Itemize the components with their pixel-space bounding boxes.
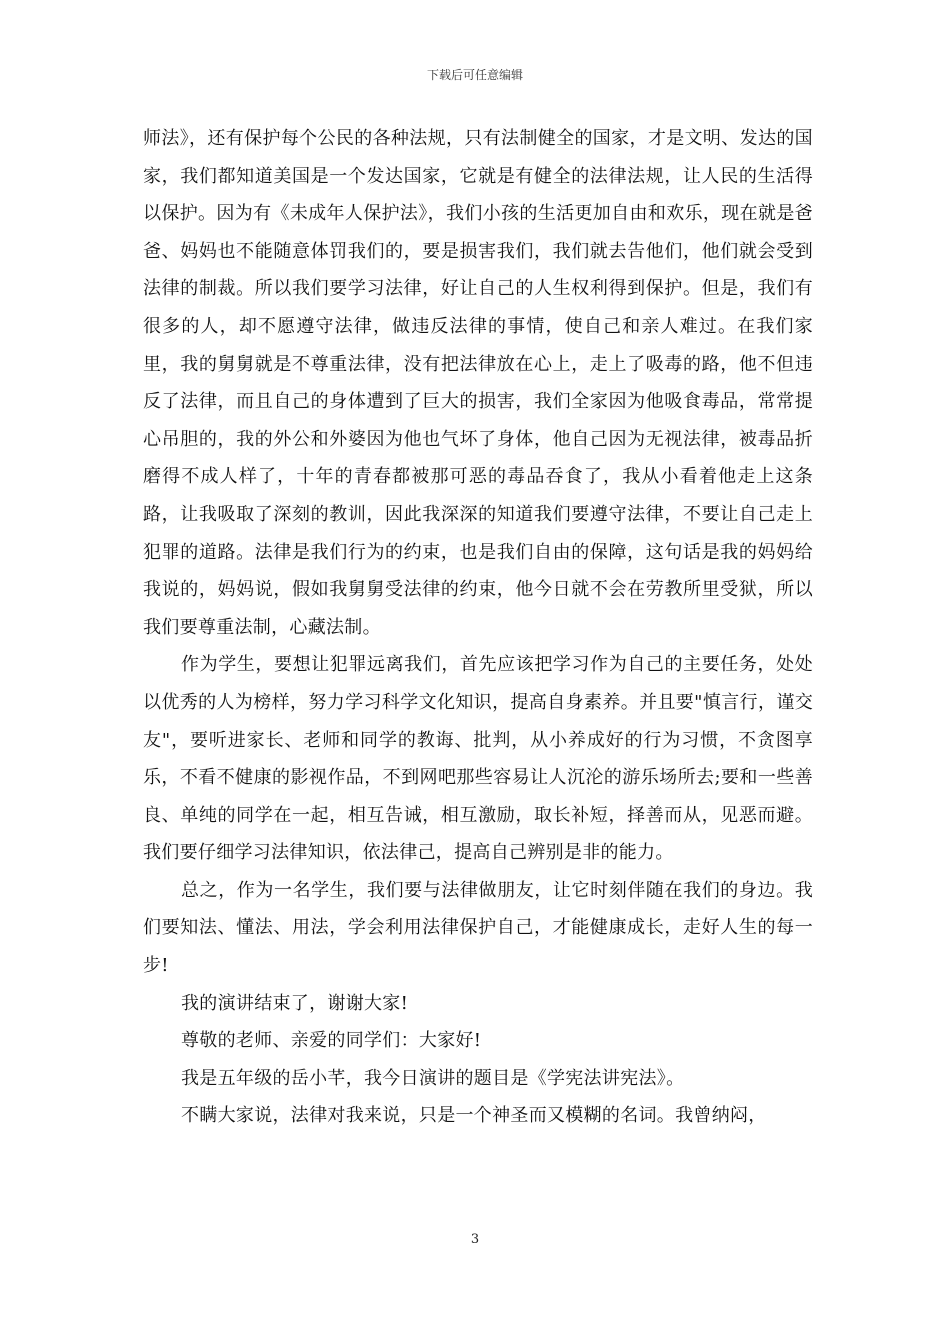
page-header: 下载后可任意编辑 — [426, 68, 523, 82]
page-number: 3 — [470, 1232, 480, 1247]
paragraph: 我是五年级的岳小芊，我今日演讲的题目是《学宪法讲宪法》。 — [181, 1067, 685, 1089]
document-body — [143, 120, 813, 1135]
paragraph: 尊敬的老师、亲爱的同学们：大家好! — [181, 1030, 482, 1052]
paragraph: 作为学生，要想让犯罪远离我们，首先应该把学习作为自己的主要任务，处处以优秀的人为榜样，努力学习科学文化知识，提高自身素养。并且要"慎言行，谨交友"，要听进家长、老师和同学的教诲、批判，从小养成好的行为习惯，不贪图享乐，不看不健康的影视作品，不到网吧那些容易让人沉沦的游乐场所去;要和一些善良、单纯的同学在一起，相互告诫，相互激励，取长补短，择善而从，见恶而避。我们要仔细学习法律知识，依法律己，提高自己辨别是非的能力。 — [143, 654, 813, 864]
paragraph: 师法》，还有保护每个公民的各种法规，只有法制健全的国家，才是文明、发达的国家，我们都知道美国是一个发达国家，它就是有健全的法律法规，让人民的生活得以保护。因为有《未成年人保护法》，我们小孩的生活更加自由和欢乐，现在就是爸爸、妈妈也不能随意体罚我们的，要是损害我们，我们就去告他们，他们就会受到法律的制裁。所以我们要学习法律，好让自己的人生权利得到保护。但是，我们有很多的人，却不愿遵守法律，做违反法律的事情，使自己和亲人难过。在我们家里，我的舅舅就是不尊重法律，没有把法律放在心上，走上了吸毒的路，他不但违反了法律，而且自己的身体遭到了巨大的损害，我们全家因为他吸食毒品，常常提心吊胆的，我的外公和外婆因为他也气坏了身体，他自己因为无视法律，被毒品折磨得不成人样了，十年的青春都被那可恶的毒品吞食了，我从小看着他走上这条路，让我吸取了深刻的教训，因此我深深的知道我们要遵守法律，不要让自己走上犯罪的道路。法律是我们行为的约束，也是我们自由的保障，这句话是我的妈妈给我说的，妈妈说，假如我舅舅受法律的约束，他今日就不会在劳教所里受狱，所以我们要尊重法制，心藏法制。 — [143, 128, 813, 638]
paragraph: 不瞒大家说，法律对我来说，只是一个神圣而又模糊的名词。我曾纳闷， — [181, 1105, 767, 1127]
paragraph: 总之，作为一名学生，我们要与法律做朋友，让它时刻伴随在我们的身边。我们要知法、懂法、用法，学会利用法律保护自己，才能健康成长，走好人生的每一步! — [143, 879, 813, 977]
paragraph: 我的演讲结束了，谢谢大家! — [181, 992, 409, 1014]
